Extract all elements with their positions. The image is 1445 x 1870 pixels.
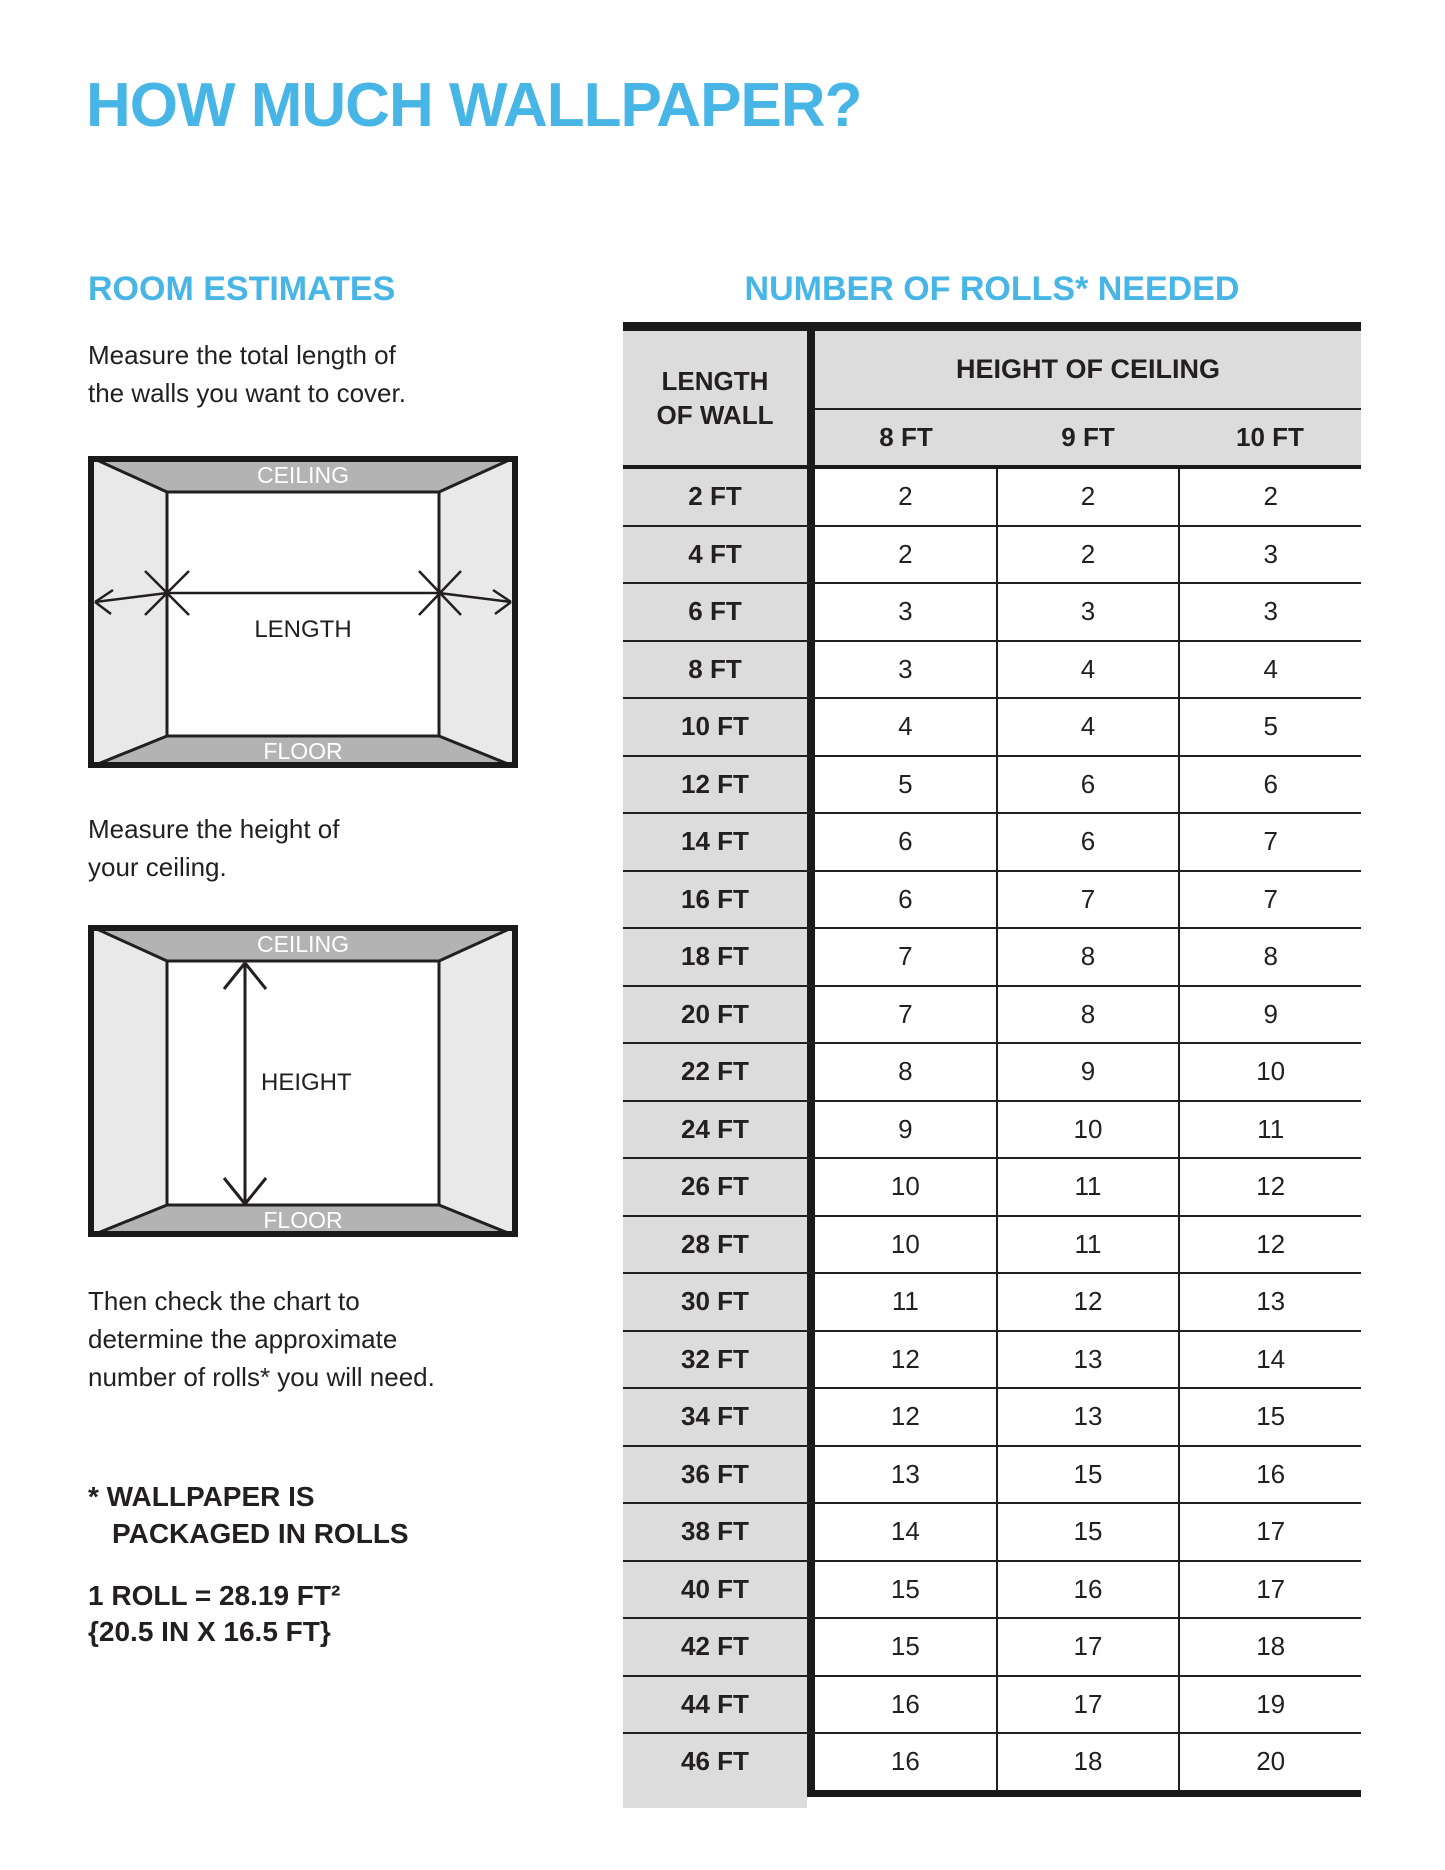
- row-label: 34 FT: [623, 1389, 807, 1445]
- cell-value: 16: [998, 1562, 1181, 1618]
- cell-value: 13: [815, 1447, 998, 1503]
- height-label: HEIGHT: [261, 1069, 352, 1096]
- cell-value: 2: [815, 469, 998, 525]
- rolls-needed-heading: NUMBER OF ROLLS* NEEDED: [744, 270, 1240, 308]
- row-label: 44 FT: [623, 1677, 807, 1733]
- cell-value: 3: [1180, 584, 1361, 640]
- cell-value: 17: [998, 1619, 1181, 1675]
- row-label: 14 FT: [623, 814, 807, 870]
- instruction-line: number of rolls* you will need.: [88, 1362, 435, 1392]
- measure-length-instruction: [88, 336, 406, 412]
- instruction-line: Then check the chart to: [88, 1286, 360, 1316]
- table-row: [623, 1217, 1361, 1275]
- cell-value: 4: [998, 699, 1181, 755]
- cell-value: 5: [1180, 699, 1361, 755]
- table-row: [623, 1044, 1361, 1102]
- cell-value: 20: [1180, 1734, 1361, 1790]
- cell-value: 8: [815, 1044, 998, 1100]
- table-divider: [807, 469, 815, 525]
- right-wall: [439, 456, 518, 768]
- table-divider: [807, 331, 815, 465]
- instruction-line: the walls you want to cover.: [88, 378, 406, 408]
- cell-value: 7: [815, 987, 998, 1043]
- row-label: 10 FT: [623, 699, 807, 755]
- cell-value: 3: [815, 642, 998, 698]
- cell-value: 10: [1180, 1044, 1361, 1100]
- cell-value: 17: [998, 1677, 1181, 1733]
- column-subheaders: [815, 410, 1361, 465]
- table-divider: [807, 1274, 815, 1330]
- cell-value: 10: [815, 1159, 998, 1215]
- left-wall: [88, 925, 167, 1237]
- cell-value: 15: [1180, 1389, 1361, 1445]
- cell-value: 5: [815, 757, 998, 813]
- cell-value: 3: [998, 584, 1181, 640]
- cell-value: 13: [998, 1389, 1181, 1445]
- table-row: [623, 1159, 1361, 1217]
- footnote-line: * WALLPAPER IS: [88, 1481, 315, 1512]
- table-divider: [807, 699, 815, 755]
- cell-value: 3: [1180, 527, 1361, 583]
- instruction-line: your ceiling.: [88, 852, 227, 882]
- header-line: OF WALL: [656, 400, 774, 430]
- cell-value: 12: [815, 1389, 998, 1445]
- table-divider: [807, 987, 815, 1043]
- cell-value: 16: [1180, 1447, 1361, 1503]
- cell-value: 7: [1180, 872, 1361, 928]
- room-length-diagram: [88, 456, 518, 768]
- cell-value: 9: [1180, 987, 1361, 1043]
- row-label: 22 FT: [623, 1044, 807, 1100]
- table-divider: [807, 814, 815, 870]
- row-label: 16 FT: [623, 872, 807, 928]
- cell-value: 8: [998, 987, 1181, 1043]
- cell-value: 4: [998, 642, 1181, 698]
- measure-height-instruction: [88, 810, 340, 886]
- cell-value: 10: [815, 1217, 998, 1273]
- cell-value: 8: [998, 929, 1181, 985]
- ceiling-label: CEILING: [256, 931, 350, 957]
- row-label: 46 FT: [623, 1734, 807, 1790]
- room-estimates-heading: ROOM ESTIMATES: [88, 270, 396, 308]
- row-label: 24 FT: [623, 1102, 807, 1158]
- rolls-table: [623, 322, 1361, 1808]
- cell-value: 15: [815, 1619, 998, 1675]
- table-divider: [807, 1044, 815, 1100]
- table-divider: [807, 1734, 815, 1790]
- ceiling-label: CEILING: [256, 462, 350, 488]
- floor-label: FLOOR: [263, 738, 343, 764]
- cell-value: 2: [998, 527, 1181, 583]
- right-wall: [439, 925, 518, 1237]
- row-label: 4 FT: [623, 527, 807, 583]
- table-bottom-border: [807, 1790, 1361, 1797]
- table-divider: [807, 1447, 815, 1503]
- length-of-wall-header: [623, 331, 807, 465]
- table-row: [623, 584, 1361, 642]
- cell-value: 11: [815, 1274, 998, 1330]
- table-row: [623, 929, 1361, 987]
- height-of-ceiling-header: HEIGHT OF CEILING: [955, 354, 1220, 384]
- cell-value: 8: [1180, 929, 1361, 985]
- ceiling-height-header-group: [815, 331, 1361, 465]
- check-chart-instruction: [88, 1282, 435, 1396]
- cell-value: 4: [815, 699, 998, 755]
- row-label: 20 FT: [623, 987, 807, 1043]
- table-bottom: [623, 1790, 1361, 1808]
- cell-value: 4: [1180, 642, 1361, 698]
- cell-value: 6: [998, 814, 1181, 870]
- instruction-line: Measure the total length of: [88, 340, 396, 370]
- table-row: [623, 1619, 1361, 1677]
- row-label: 30 FT: [623, 1274, 807, 1330]
- footnote-line: PACKAGED IN ROLLS: [112, 1518, 409, 1549]
- cell-value: 6: [815, 814, 998, 870]
- table-row: [623, 987, 1361, 1045]
- cell-value: 15: [998, 1447, 1181, 1503]
- column-header-10ft: 10 FT: [1236, 422, 1304, 452]
- table-row: [623, 757, 1361, 815]
- cell-value: 14: [1180, 1332, 1361, 1388]
- table-divider: [807, 872, 815, 928]
- cell-value: 11: [998, 1159, 1181, 1215]
- cell-value: 16: [815, 1734, 998, 1790]
- row-label: 26 FT: [623, 1159, 807, 1215]
- row-label: 12 FT: [623, 757, 807, 813]
- table-row: [623, 1562, 1361, 1620]
- cell-value: 11: [1180, 1102, 1361, 1158]
- cell-value: 13: [1180, 1274, 1361, 1330]
- roll-size-line: 1 ROLL = 28.19 FT²: [88, 1580, 341, 1611]
- left-wall: [88, 456, 167, 768]
- table-top-border: [623, 322, 1361, 331]
- table-row: [623, 1447, 1361, 1505]
- cell-value: 7: [998, 872, 1181, 928]
- cell-value: 6: [815, 872, 998, 928]
- table-divider: [807, 929, 815, 985]
- cell-value: 18: [1180, 1619, 1361, 1675]
- row-label: 28 FT: [623, 1217, 807, 1273]
- table-divider: [807, 1389, 815, 1445]
- roll-size-info: [88, 1578, 340, 1650]
- table-divider: [807, 1562, 815, 1618]
- table-row: [623, 1677, 1361, 1735]
- cell-value: 9: [815, 1102, 998, 1158]
- roll-size-line: {20.5 IN X 16.5 FT}: [88, 1616, 331, 1647]
- cell-value: 10: [998, 1102, 1181, 1158]
- cell-value: 2: [815, 527, 998, 583]
- cell-value: 9: [998, 1044, 1181, 1100]
- cell-value: 16: [815, 1677, 998, 1733]
- cell-value: 19: [1180, 1677, 1361, 1733]
- table-divider: [807, 1332, 815, 1388]
- table-divider: [807, 1619, 815, 1675]
- column-header-9ft: 9 FT: [1061, 422, 1115, 452]
- cell-value: 6: [998, 757, 1181, 813]
- column-header-8ft: 8 FT: [879, 422, 933, 452]
- cell-value: 17: [1180, 1504, 1361, 1560]
- room-height-diagram: [88, 925, 518, 1237]
- cell-value: 3: [815, 584, 998, 640]
- table-row: [623, 642, 1361, 700]
- cell-value: 13: [998, 1332, 1181, 1388]
- table-divider: [807, 1102, 815, 1158]
- table-row: [623, 814, 1361, 872]
- rolls-table-body: [623, 469, 1361, 1790]
- cell-value: 12: [815, 1332, 998, 1388]
- table-row: [623, 872, 1361, 930]
- cell-value: 2: [1180, 469, 1361, 525]
- cell-value: 12: [998, 1274, 1181, 1330]
- table-header: [623, 331, 1361, 465]
- cell-value: 6: [1180, 757, 1361, 813]
- cell-value: 18: [998, 1734, 1181, 1790]
- table-row: [623, 469, 1361, 527]
- gray-column-extension: [623, 1790, 807, 1808]
- page-title: HOW MUCH WALLPAPER?: [86, 71, 862, 140]
- header-line: LENGTH: [661, 366, 769, 396]
- row-label: 42 FT: [623, 1619, 807, 1675]
- table-divider: [807, 642, 815, 698]
- cell-value: 2: [998, 469, 1181, 525]
- row-label: 40 FT: [623, 1562, 807, 1618]
- row-label: 6 FT: [623, 584, 807, 640]
- cell-value: 12: [1180, 1159, 1361, 1215]
- cell-value: 7: [815, 929, 998, 985]
- cell-value: 15: [998, 1504, 1181, 1560]
- row-label: 2 FT: [623, 469, 807, 525]
- cell-value: 12: [1180, 1217, 1361, 1273]
- instruction-line: Measure the height of: [88, 814, 340, 844]
- length-label: LENGTH: [254, 616, 352, 643]
- table-row: [623, 527, 1361, 585]
- back-wall: [167, 492, 439, 736]
- cell-value: 7: [1180, 814, 1361, 870]
- table-row: [623, 1389, 1361, 1447]
- row-label: 36 FT: [623, 1447, 807, 1503]
- table-divider: [807, 1504, 815, 1560]
- table-row: [623, 1734, 1361, 1790]
- table-divider: [807, 1159, 815, 1215]
- row-label: 32 FT: [623, 1332, 807, 1388]
- table-row: [623, 699, 1361, 757]
- table-row: [623, 1504, 1361, 1562]
- table-divider: [807, 757, 815, 813]
- row-label: 38 FT: [623, 1504, 807, 1560]
- floor-label: FLOOR: [263, 1207, 343, 1233]
- table-divider: [807, 527, 815, 583]
- table-row: [623, 1332, 1361, 1390]
- instruction-line: determine the approximate: [88, 1324, 398, 1354]
- packaging-footnote: [88, 1478, 409, 1552]
- row-label: 18 FT: [623, 929, 807, 985]
- cell-value: 15: [815, 1562, 998, 1618]
- table-divider: [807, 1677, 815, 1733]
- table-row: [623, 1274, 1361, 1332]
- table-row: [623, 1102, 1361, 1160]
- row-label: 8 FT: [623, 642, 807, 698]
- cell-value: 14: [815, 1504, 998, 1560]
- cell-value: 11: [998, 1217, 1181, 1273]
- table-divider: [807, 584, 815, 640]
- table-divider: [807, 1217, 815, 1273]
- cell-value: 17: [1180, 1562, 1361, 1618]
